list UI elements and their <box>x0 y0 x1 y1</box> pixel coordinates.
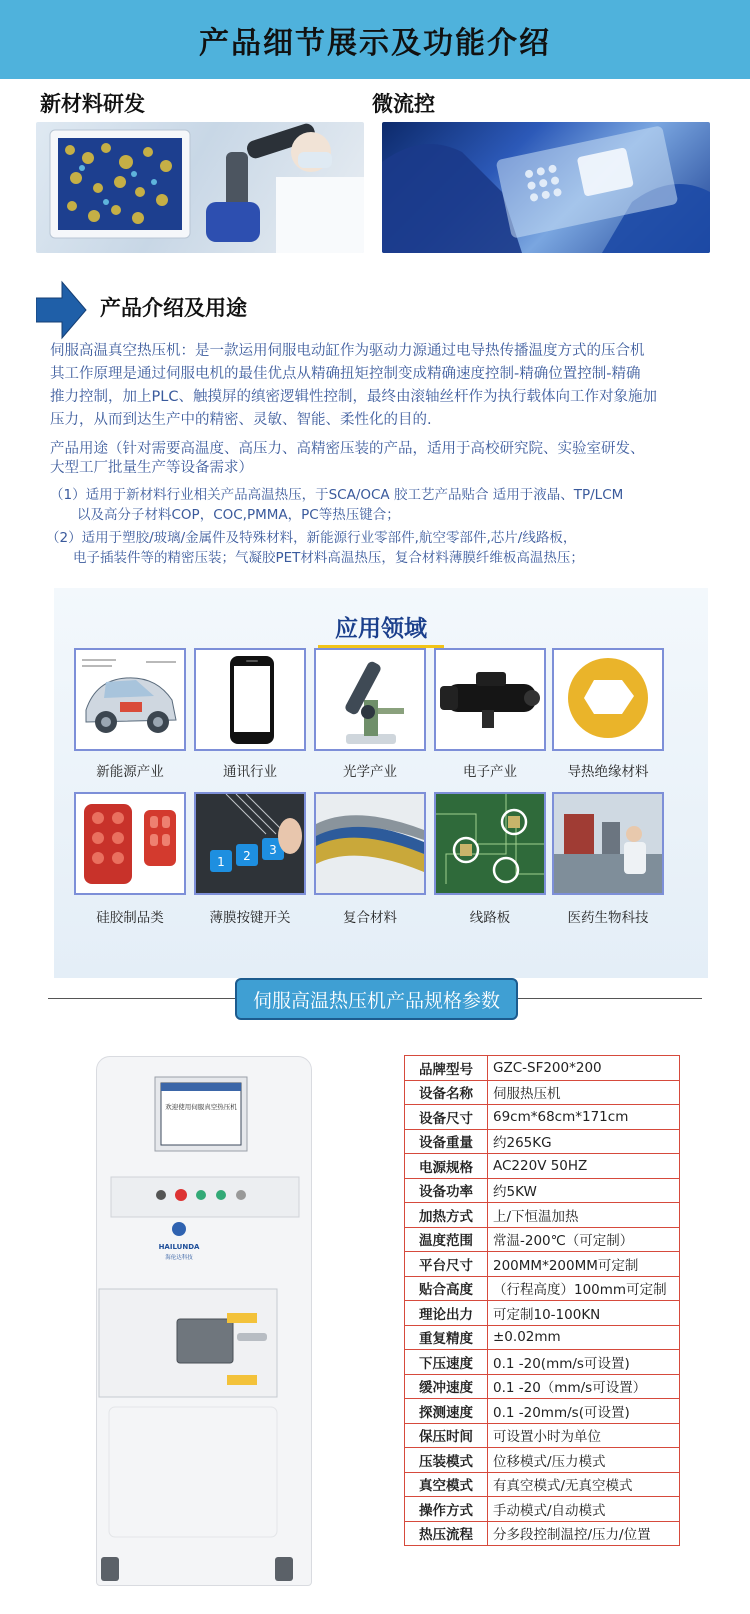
spec-value: （行程高度）100mm可定制 <box>488 1276 680 1301</box>
intro-title: 产品介绍及用途 <box>100 296 247 320</box>
spec-row <box>405 1521 680 1546</box>
spec-value: 有真空模式/无真空模式 <box>488 1472 680 1497</box>
spec-value: 常温-200℃（可定制） <box>488 1227 680 1252</box>
text-line: （2）适用于塑胶/玻璃/金属件及特殊材料，新能源行业零部件,航空零部件,芯片/线路板， <box>46 530 577 546</box>
spec-banner: 伺服高温热压机产品规格参数 <box>235 978 518 1020</box>
spec-value: 约265KG <box>488 1129 680 1154</box>
spec-key: 设备名称 <box>405 1080 488 1105</box>
spec-value: 约5KW <box>488 1178 680 1203</box>
spec-table <box>404 1055 680 1546</box>
applications-title: 应用领域 <box>335 616 427 642</box>
spec-key: 热压流程 <box>405 1521 488 1546</box>
caption-new-energy: 新能源产业 <box>96 764 164 780</box>
spec-row <box>405 1472 680 1497</box>
page-title: 产品细节展示及功能介绍 <box>199 25 551 61</box>
spec-key: 探测速度 <box>405 1399 488 1424</box>
spec-key: 真空模式 <box>405 1472 488 1497</box>
tile-thermal-insulation <box>552 648 664 751</box>
lab-research-photo <box>36 122 364 253</box>
spec-value: 0.1 -20(mm/s可设置) <box>488 1350 680 1375</box>
microfluidic-chip-photo <box>382 122 710 253</box>
spec-value: AC220V 50HZ <box>488 1154 680 1179</box>
caption-telecom: 通讯行业 <box>223 764 277 780</box>
spec-key: 品牌型号 <box>405 1056 488 1081</box>
spec-row <box>405 1301 680 1326</box>
spec-key: 电源规格 <box>405 1154 488 1179</box>
spec-value: 分多段控制温控/压力/位置 <box>488 1521 680 1546</box>
key-label-1: 1 <box>217 855 225 869</box>
machine-illustration <box>96 1056 312 1586</box>
caption-membrane-switch: 薄膜按键开关 <box>209 910 291 926</box>
spec-row <box>405 1178 680 1203</box>
spec-row <box>405 1350 680 1375</box>
caption-thermal-insulation: 导热绝缘材料 <box>567 764 649 780</box>
spec-row <box>405 1227 680 1252</box>
spec-value: 可定制10-100KN <box>488 1301 680 1326</box>
screen-welcome-text: 欢迎使用伺服真空热压机 <box>165 1103 237 1111</box>
intro-paragraph-4 <box>46 528 706 568</box>
text-line: 其工作原理是通过伺服电机的最佳优点从精确扭矩控制变成精确速度控制-精确位置控制-精确 <box>50 366 641 382</box>
spec-key: 保压时间 <box>405 1423 488 1448</box>
text-line: 电子插装件等的精密压装；气凝胶PET材料高温热压，复合材料薄膜纤维板高温热压； <box>46 550 584 566</box>
machine-brand: HAILUNDA <box>158 1243 200 1251</box>
spec-value: 手动模式/自动模式 <box>488 1497 680 1522</box>
spec-value: 可设置小时为单位 <box>488 1423 680 1448</box>
header-bar <box>0 0 750 79</box>
caption-optics: 光学产业 <box>343 764 397 780</box>
spec-value: 位移模式/压力模式 <box>488 1448 680 1473</box>
key-label-3: 3 <box>269 843 277 857</box>
text-line: 压力，从而到达生产中的精密、灵敏、智能、柔性化的目的. <box>50 412 432 428</box>
spec-row <box>405 1056 680 1081</box>
spec-row <box>405 1423 680 1448</box>
section-label-new-materials: 新材料研发 <box>40 92 145 116</box>
spec-key: 缓冲速度 <box>405 1374 488 1399</box>
spec-key: 压装模式 <box>405 1448 488 1473</box>
spec-key: 理论出力 <box>405 1301 488 1326</box>
tile-composite <box>314 792 426 895</box>
spec-key: 操作方式 <box>405 1497 488 1522</box>
spec-key: 加热方式 <box>405 1203 488 1228</box>
key-label-2: 2 <box>243 849 251 863</box>
text-line: （1）适用于新材料行业相关产品高温热压，于SCA/OCA 胶工艺产品贴合 适用于液晶、TP/LCM <box>50 487 624 503</box>
spec-key: 重复精度 <box>405 1325 488 1350</box>
spec-value: 伺服热压机 <box>488 1080 680 1105</box>
text-line: 以及高分子材料COP，COC,PMMA，PC等热压键合； <box>50 507 400 523</box>
spec-key: 温度范围 <box>405 1227 488 1252</box>
spec-value: 0.1 -20（mm/s可设置） <box>488 1374 680 1399</box>
spec-row <box>405 1129 680 1154</box>
spec-key: 设备重量 <box>405 1129 488 1154</box>
intro-paragraph-1 <box>50 340 710 432</box>
text-line: 推力控制，加上PLC、触摸屏的缜密逻辑性控制，最终由滚轴丝杆作为执行载体向工作对象施加 <box>50 389 657 405</box>
text-line: 产品用途（针对需要高温度、高压力、高精密压装的产品，适用于高校研究院、实验室研发、 <box>50 441 645 457</box>
spec-value: ±0.02mm <box>488 1325 680 1350</box>
tile-biotech <box>552 792 664 895</box>
applications-panel <box>54 588 708 978</box>
right-arrow-icon <box>36 280 88 340</box>
spec-value: 上/下恒温加热 <box>488 1203 680 1228</box>
spec-key: 贴合高度 <box>405 1276 488 1301</box>
spec-key: 设备尺寸 <box>405 1105 488 1130</box>
section-label-microfluidics: 微流控 <box>372 92 435 116</box>
spec-value: GZC-SF200*200 <box>488 1056 680 1081</box>
machine-brand-sub: 海伦达科技 <box>165 1255 193 1261</box>
spec-row <box>405 1252 680 1277</box>
spec-row <box>405 1374 680 1399</box>
spec-row <box>405 1497 680 1522</box>
spec-key: 平台尺寸 <box>405 1252 488 1277</box>
caption-composite: 复合材料 <box>343 910 397 926</box>
caption-circuit-board: 线路板 <box>469 910 511 926</box>
spec-row <box>405 1399 680 1424</box>
spec-row <box>405 1203 680 1228</box>
tile-silicone <box>74 792 186 895</box>
tile-new-energy <box>74 648 186 751</box>
spec-value: 69cm*68cm*171cm <box>488 1105 680 1130</box>
spec-row <box>405 1276 680 1301</box>
spec-value: 200MM*200MM可定制 <box>488 1252 680 1277</box>
spec-key: 下压速度 <box>405 1350 488 1375</box>
tile-circuit-board <box>434 792 546 895</box>
text-line: 伺服高温真空热压机：是一款运用伺服电动缸作为驱动力源通过电导热传播温度方式的压合机 <box>50 343 645 359</box>
intro-paragraph-2 <box>50 440 710 478</box>
spec-key: 设备功率 <box>405 1178 488 1203</box>
spec-row <box>405 1080 680 1105</box>
caption-electronics: 电子产业 <box>463 764 517 780</box>
spec-row <box>405 1448 680 1473</box>
caption-silicone: 硅胶制品类 <box>96 910 164 926</box>
tile-optics <box>314 648 426 751</box>
spec-row <box>405 1325 680 1350</box>
caption-biotech: 医药生物科技 <box>567 910 649 926</box>
text-line: 大型工厂批量生产等设备需求） <box>50 460 253 476</box>
spec-row <box>405 1154 680 1179</box>
spec-row <box>405 1105 680 1130</box>
tile-electronics <box>434 648 546 751</box>
tile-telecom <box>194 648 306 751</box>
tile-membrane-switch <box>194 792 306 895</box>
intro-paragraph-3 <box>50 485 710 525</box>
spec-value: 0.1 -20mm/s(可设置) <box>488 1399 680 1424</box>
